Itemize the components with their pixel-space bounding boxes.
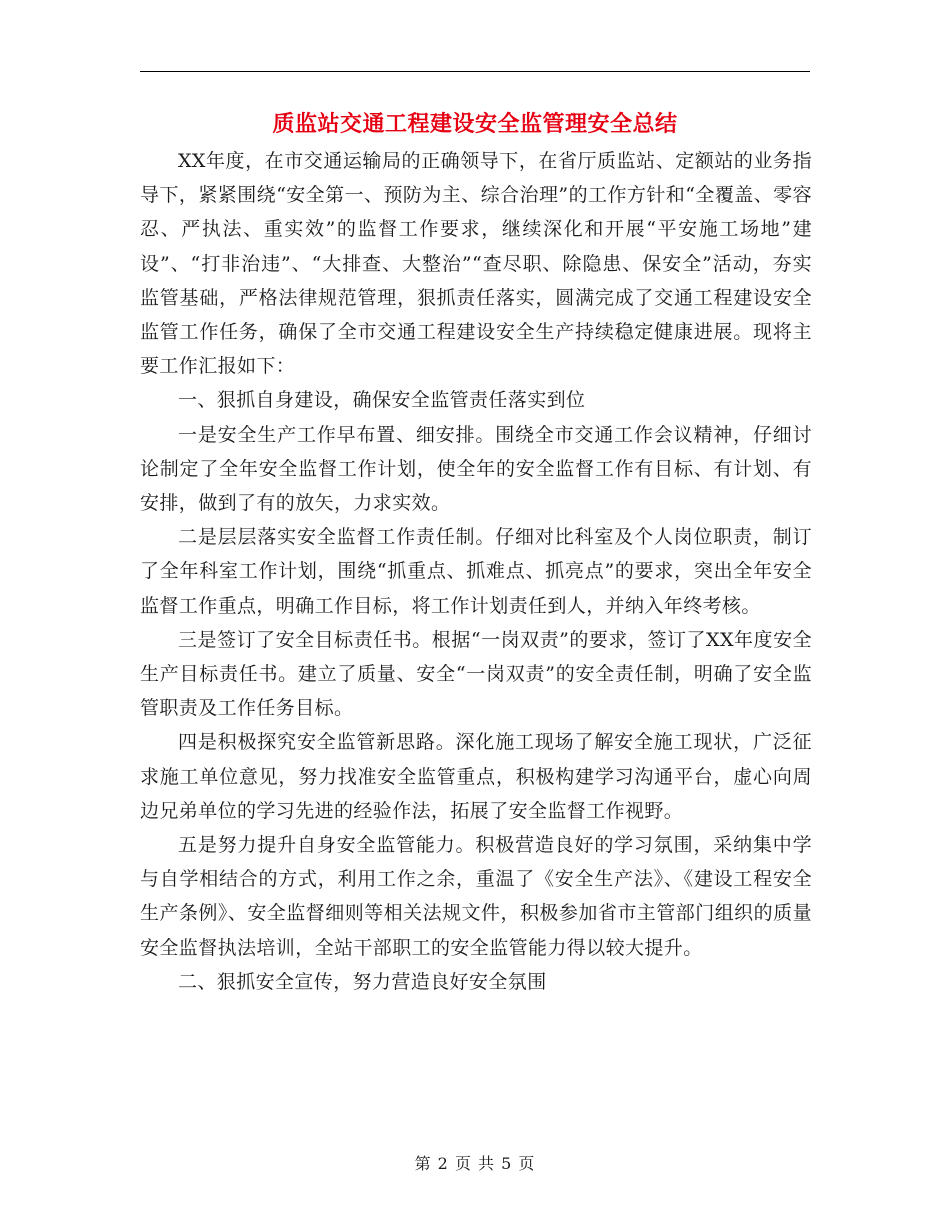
body-paragraph-4: 四是积极探究安全监管新思路。深化施工现场了解安全施工现状，广泛征求施工单位意见，努力找准安全监管重点，积极构建学习沟通平台，虚心向周边兄弟单位的学习先进的经验作法，拓展了安全监督工作视野。 bbox=[140, 731, 812, 822]
body-paragraph-2: 二是层层落实安全监督工作责任制。仔细对比科室及个人岗位职责，制订了全年科室工作计划，围绕“抓重点、抓难点、抓亮点”的要求，突出全年安全监督工作重点，明确工作目标，将工作计划责任到人，并纳入年终考核。 bbox=[140, 526, 812, 617]
page-number-footer: 第 2 页 共 5 页 bbox=[414, 1154, 536, 1173]
section-heading-2: 二、狠抓安全宣传，努力营造良好安全氛围 bbox=[178, 970, 547, 993]
section-heading-1: 一、狠抓自身建设，确保安全监管责任落实到位 bbox=[178, 389, 586, 412]
body-paragraph-5: 五是努力提升自身安全监管能力。积极营造良好的学习氛围，采纳集中学与自学相结合的方式，利用工作之余，重温了《安全生产法》、《建设工程安全生产条例》、安全监督细则等相关法规文件，积极参加省市主管部门组织的质量安全监督执法培训，全站干部职工的安全监管能力得以较大提升。 bbox=[140, 834, 812, 959]
header-rule bbox=[140, 71, 810, 72]
document-title: 质监站交通工程建设安全监管理安全总结 bbox=[272, 111, 678, 137]
body-paragraph-1: 一是安全生产工作早布置、细安排。围绕全市交通工作会议精神，仔细讨论制定了全年安全监督工作计划，使全年的安全监督工作有目标、有计划、有安排，做到了有的放矢，力求实效。 bbox=[140, 423, 812, 515]
document-body bbox=[140, 144, 812, 999]
body-paragraph-3: 三是签订了安全目标责任书。根据“一岗双责”的要求，签订了XX年度安全生产目标责任书。建立了质量、安全“一岗双责”的安全责任制，明确了安全监管职责及工作任务目标。 bbox=[140, 628, 812, 720]
intro-paragraph: XX年度，在市交通运输局的正确领导下，在省厅质监站、定额站的业务指导下，紧紧围绕“安全第一、预防为主、综合治理”的工作方针和“全覆盖、零容忍、严执法、重实效”的监督工作要求，继续深化和开展“平安施工场地”建设”、“打非治违”、“大排查、大整治”“查尽职、除隐患、保安全”活动，夯实监管基础，严格法律规范管理，狠抓责任落实，圆满完成了交通工程建设安全监管工作任务，确保了全市交通工程建设安全生产持续稳定健康进展。现将主要工作汇报如下： bbox=[140, 150, 812, 378]
